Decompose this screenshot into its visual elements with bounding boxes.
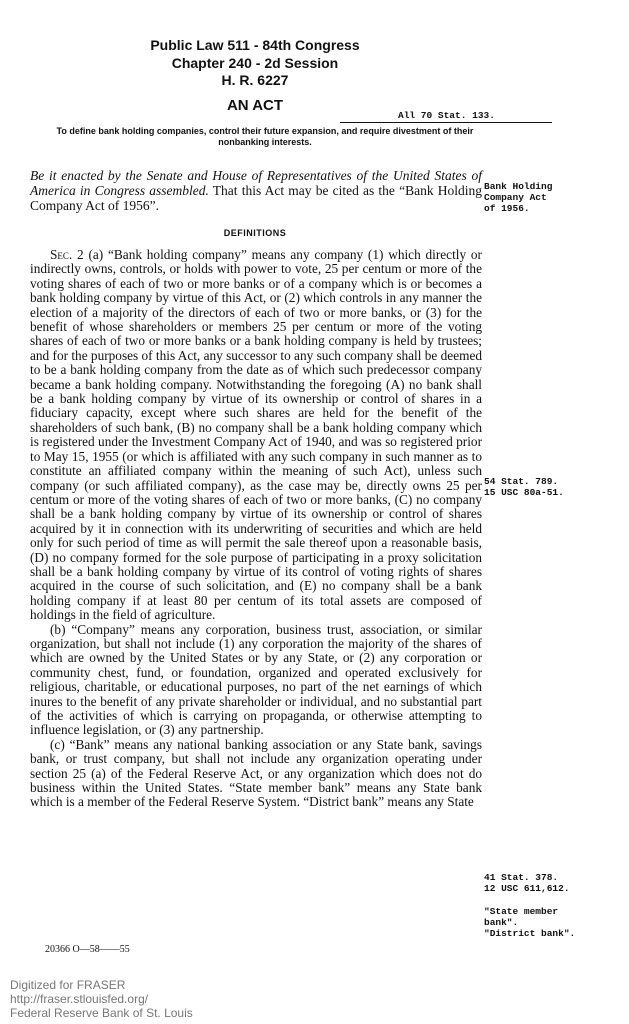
stat-reference: All 70 Stat. 133. [398,110,495,121]
header-rule [340,122,552,123]
fraser-watermark [10,978,193,1020]
watermark-line-2: http://fraser.stlouisfed.org/ [10,992,149,1006]
section-label: Sec. 2 [50,247,84,262]
watermark-line-1: Digitized for FRASER [10,978,126,992]
act-purpose: To define bank holding companies, control their future expansion, and require divestment of their nonbanking interests. [56,126,474,147]
print-code: 20366 O—58——55 [45,944,130,955]
paragraph-c: (c) “Bank” means any national banking association or any State bank, savings bank, or trust company, but shall not include any organization operating under section 25 (a) of the Federal Reserve Act, or any organization which does not do business within the United States. “State member bank” means any State bank which is a member of the Federal Reserve System. “District bank” means any State [30,736,482,810]
definitions-heading: DEFINITIONS [223,228,287,238]
bill-number: H. R. 6227 [221,72,289,88]
enacting-clause-short-title: That this Act may be cited as the “Bank Holding Company Act of 1956”. [30,183,483,213]
margin-note-federal-reserve-act: 41 Stat. 378. 12 USC 611,612. [484,872,570,894]
enacting-clause [30,168,482,213]
paragraph-a-text: (a) “Bank holding company” means any company (1) which directly or indirectly owns, controls, or holds with power to vote, 25 per centum or more of the voting shares of each of two or more banks or of a company which is or becomes a bank holding company by virtue of this Act, or (2) which controls in any manner the election of a majority of the directors of each of two or more banks, or (3) for the benefit of whose shareholders or members 25 per centum or more of the voting shares of each of two or more banks or a bank holding company is held by trustees; and for the purposes of this Act, any successor to any such company shall be deemed to be a bank holding company from the date as of which such predecessor company became a bank holding company. Notwithstanding the foregoing (A) no bank shall be a bank holding company by virtue of its ownership or control of shares in a fiduciary capacity, except where such shares are held for the benefit of the shareholders of such bank, (B) no company shall be a bank holding company which is registered under the Investment Company Act of 1940, and was so registered prior to May 15, 1955 (or which is affiliated with any such company in such manner as to constitute an affiliated company within the meaning of such Act), unless such company (or such affiliated company), as the case may be, directly owns 25 per centum or more of the voting shares of each of two or more banks, (C) no company shall be a bank holding company by virtue of its ownership or control of shares acquired by it in connection with its underwriting of securities and which are held only for such period of time as will permit the sale thereof upon a reasonable basis, (D) no company formed for the sole purpose of participating in a proxy solicitation shall be a bank holding company by virtue of its control of voting rights of shares acquired in the course of such solicitation, and (E) no company shall be a bank holding company if at least 80 per centum of its total assets are composed of holdings in the field of agriculture. [30,247,482,623]
margin-note-defined-terms: "State member bank". "District bank". [484,906,576,939]
margin-note-investment-act: 54 Stat. 789. 15 USC 80a-51. [484,476,564,498]
paragraph-b: (b) “Company” means any corporation, business trust, association, or similar organization, but shall not include (1) any corporation the majority of the shares of which are owned by the United States or by any State, or (2) any corporation or community chest, fund, or foundation, organized and operated exclusively for religious, charitable, or educational purposes, no part of the net earnings of which inures to the benefit of any private shareholder or individual, and no substantial part of the activities of which is carrying on propaganda, or otherwise attempting to influence legislation, or (3) any partnership. [30,621,482,738]
enacting-clause-italic: Be it enacted by the Senate and House of Representatives of the United States of America in Congress assembled. [30,168,482,198]
act-title: AN ACT [226,97,284,114]
paragraph-a [30,248,482,623]
chapter-heading: Chapter 240 - 2d Session [171,55,339,71]
watermark-line-3: Federal Reserve Bank of St. Louis [10,1006,193,1020]
margin-note-short-title: Bank Holding Company Act of 1956. [484,181,553,214]
public-law-heading: Public Law 511 - 84th Congress [150,37,360,53]
section-2-body [30,248,482,810]
